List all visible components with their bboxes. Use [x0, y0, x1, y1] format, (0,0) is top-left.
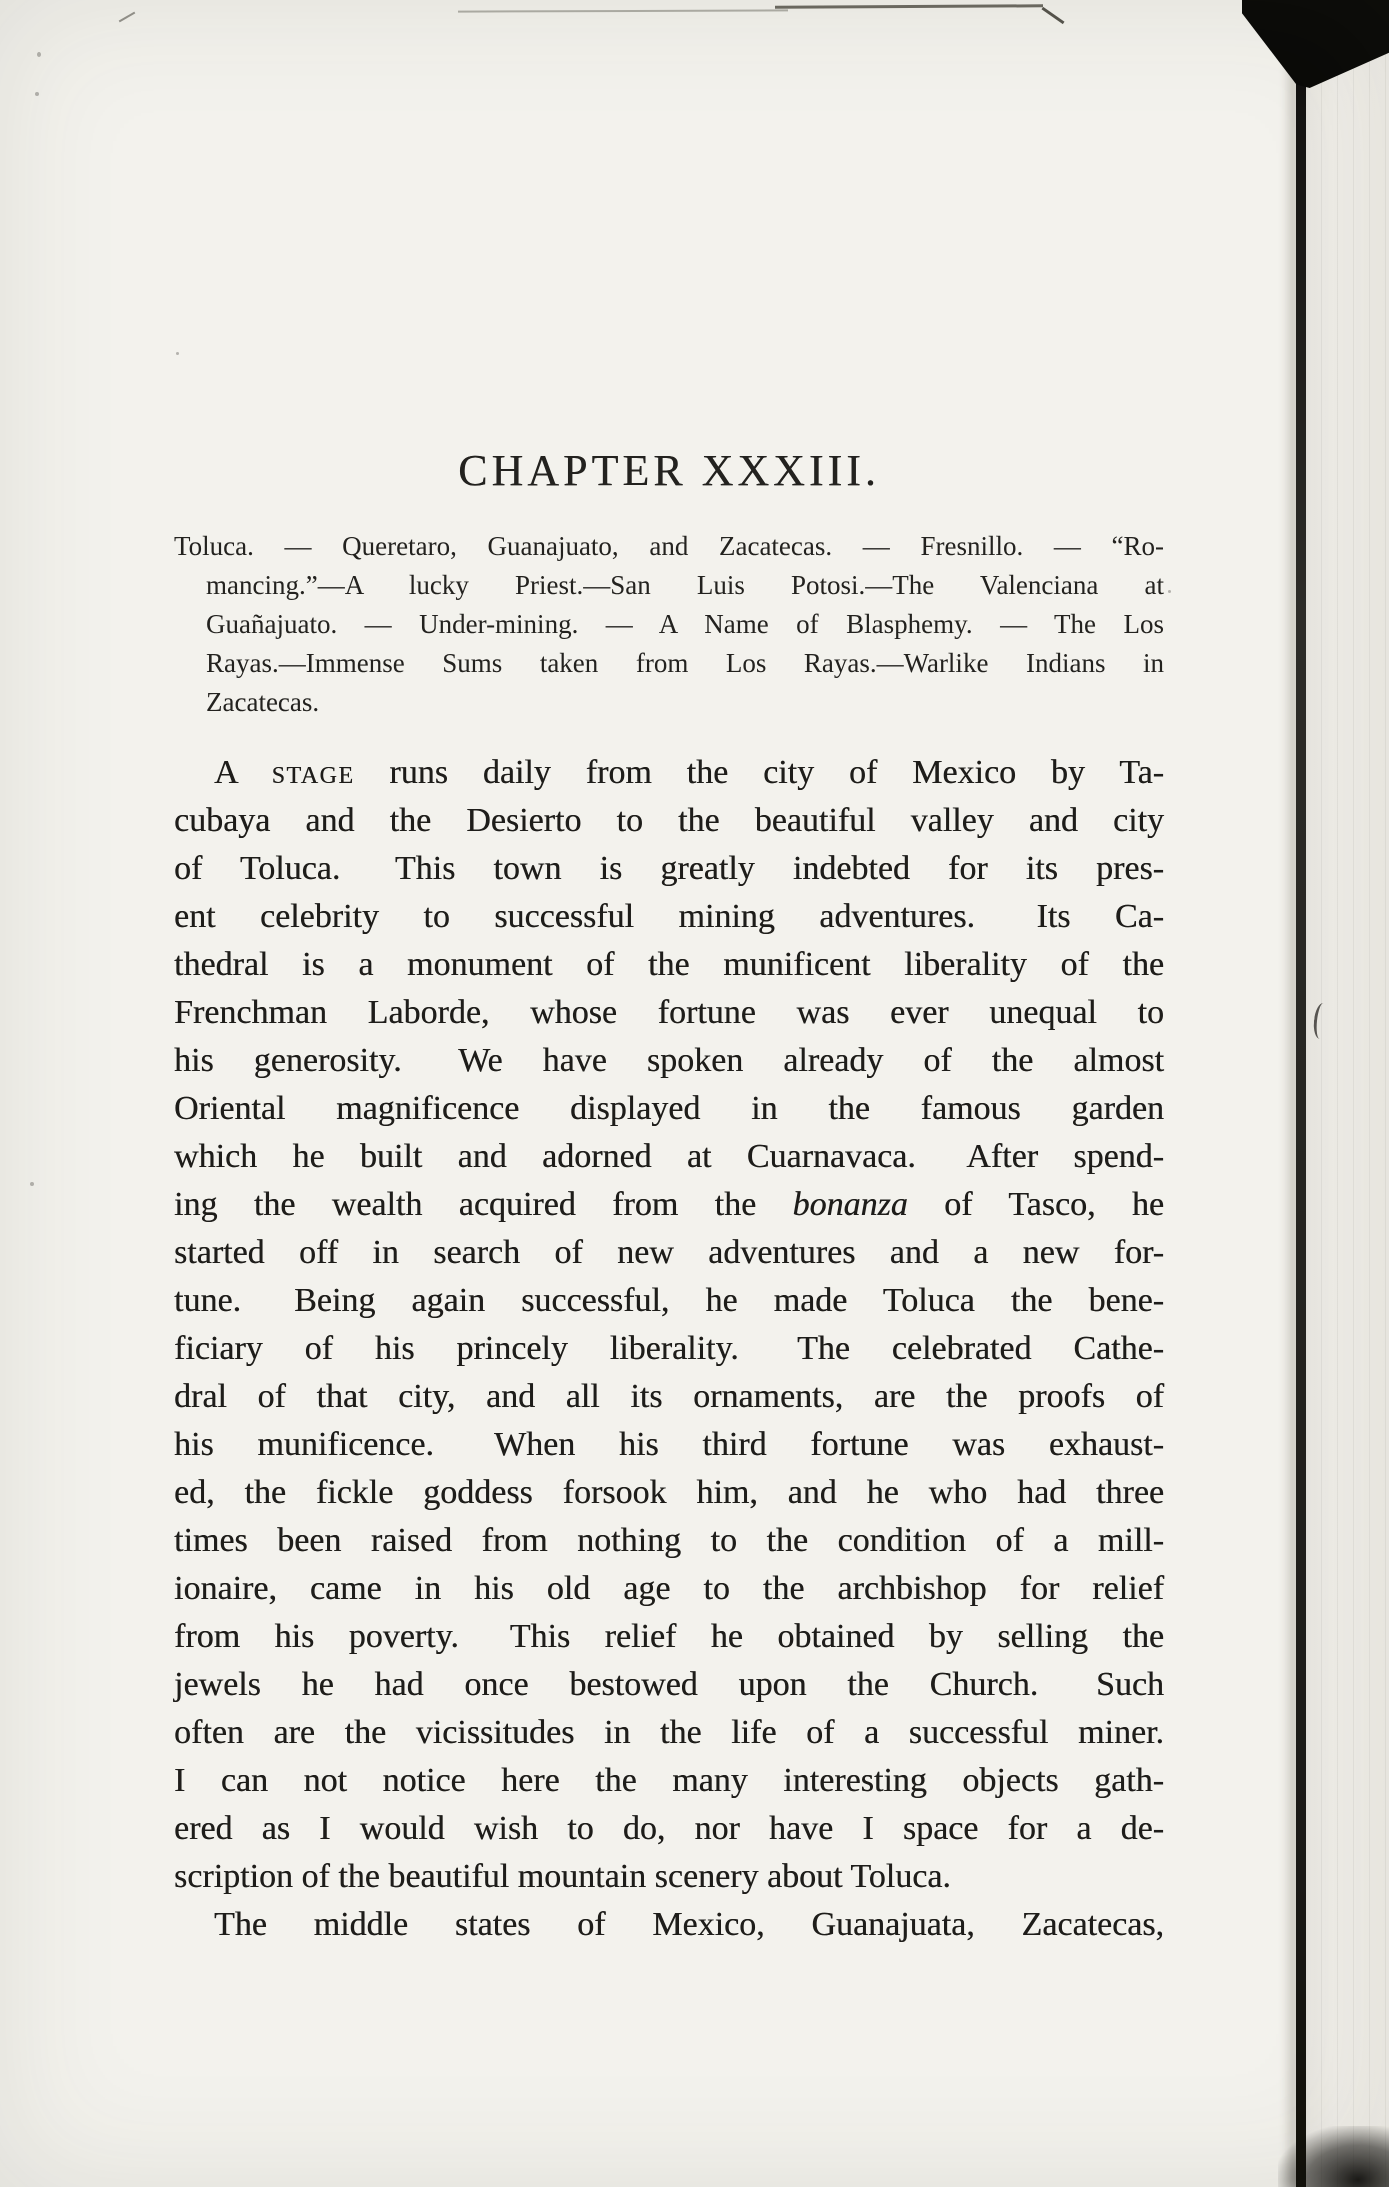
- body-line: scription of the beautiful mountain scenery about Toluca.: [174, 1858, 951, 1896]
- body-line: his munificence. When his third fortune was exhaust-: [174, 1426, 1164, 1464]
- body-line: The middle states of Mexico, Guanajuata, Zacatecas,: [214, 1906, 1164, 1944]
- body-line: Frenchman Laborde, whose fortune was ever unequal to: [174, 994, 1164, 1032]
- body-line: tune. Being again successful, he made Toluca the bene-: [174, 1282, 1164, 1320]
- synopsis-line: Zacatecas.: [206, 687, 320, 718]
- scratch-tick: [1041, 7, 1064, 24]
- chapter-synopsis: [174, 527, 1164, 722]
- body-line: from his poverty. This relief he obtained by selling the: [174, 1618, 1164, 1656]
- body-line: ing the wealth acquired from the bonanza of Tasco, he: [174, 1186, 1164, 1224]
- body-line: ed, the fickle goddess forsook him, and he who had three: [174, 1474, 1164, 1512]
- body-line: started off in search of new adventures and a new for-: [174, 1234, 1164, 1272]
- scratch-line-dark: [775, 4, 1043, 8]
- body-line: ionaire, came in his old age to the archbishop for relief: [174, 1570, 1164, 1608]
- scan-speck: [37, 52, 41, 57]
- body-line: I can not notice here the many interesting objects gath-: [174, 1762, 1164, 1800]
- scan-speck: [176, 352, 179, 355]
- body-text: [174, 749, 1164, 1949]
- body-line: of Toluca. This town is greatly indebted for its pres-: [174, 850, 1164, 888]
- body-line: ered as I would wish to do, nor have I space for a de-: [174, 1810, 1164, 1848]
- body-line: his generosity. We have spoken already of the almost: [174, 1042, 1164, 1080]
- scan-speck: [35, 92, 39, 96]
- body-line: A stage runs daily from the city of Mexico by Ta-: [214, 754, 1164, 792]
- body-line: cubaya and the Desierto to the beautiful valley and city: [174, 802, 1164, 840]
- synopsis-line: Rayas.—Immense Sums taken from Los Rayas.—Warlike Indians in: [206, 648, 1164, 679]
- body-line: thedral is a monument of the munificent liberality of the: [174, 946, 1164, 984]
- body-line: often are the vicissitudes in the life of a successful miner.: [174, 1714, 1164, 1752]
- page-content: [174, 448, 1164, 1949]
- synopsis-line: mancing.”—A lucky Priest.—San Luis Potosi.—The Valenciana at: [206, 570, 1164, 601]
- page-edge-strip: [1305, 0, 1389, 2187]
- body-line: times been raised from nothing to the condition of a mill-: [174, 1522, 1164, 1560]
- scratch-line: [458, 9, 788, 12]
- body-line: which he built and adorned at Cuarnavaca. After spend-: [174, 1138, 1164, 1176]
- body-line: ficiary of his princely liberality. The celebrated Cathe-: [174, 1330, 1164, 1368]
- body-line: jewels he had once bestowed upon the Church. Such: [174, 1666, 1164, 1704]
- binding-edge-line: [1296, 0, 1306, 2187]
- scan-speck: [30, 1182, 34, 1186]
- pencil-mark: [119, 12, 136, 23]
- synopsis-line: Guañajuato. — Under-mining. — A Name of Blasphemy. — The Los: [206, 609, 1164, 640]
- bottom-corner-smudge: [1278, 2126, 1389, 2187]
- body-line: ent celebrity to successful mining adventures. Its Ca-: [174, 898, 1164, 936]
- synopsis-line: Toluca. — Queretaro, Guanajuato, and Zacatecas. — Fresnillo. — “Ro-: [174, 531, 1164, 562]
- body-line: dral of that city, and all its ornaments, are the proofs of: [174, 1378, 1164, 1416]
- scan-speck: [1168, 590, 1171, 593]
- body-line: Oriental magnificence displayed in the famous garden: [174, 1090, 1164, 1128]
- chapter-heading: CHAPTER XXXIII.: [458, 446, 880, 495]
